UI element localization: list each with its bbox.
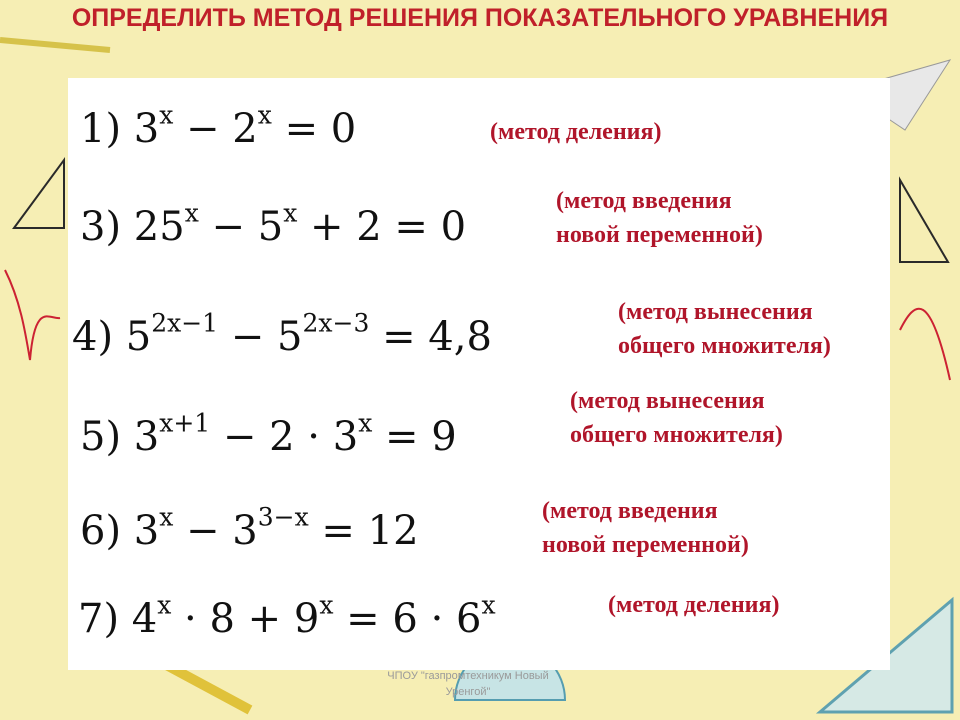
exponent: x <box>184 198 199 228</box>
page-title: ОПРЕДЕЛИТЬ МЕТОД РЕШЕНИЯ ПОКАЗАТЕЛЬНОГО УРАВНЕНИЯ <box>71 4 889 32</box>
equation-part: · 8 + 9 <box>171 596 320 642</box>
method-line: (метод деления) <box>608 592 780 618</box>
equation-part: = 9 <box>372 414 457 460</box>
equation-part: − 5 <box>198 204 284 250</box>
method-line: общего множителя) <box>618 333 831 359</box>
equation-number: 4) <box>72 314 126 360</box>
method-line: (метод вынесения <box>618 299 813 325</box>
exponent: x <box>481 590 496 620</box>
equation <box>72 308 492 362</box>
equation-part: − 5 <box>218 314 303 360</box>
exponent: x <box>319 590 334 620</box>
equation-part: 3 <box>133 508 160 554</box>
method-note <box>618 295 831 363</box>
exponent: 2x−1 <box>151 308 219 338</box>
equation-part: 4 <box>131 596 158 642</box>
method-note <box>608 588 779 622</box>
equation-part: = 6 · 6 <box>333 596 482 642</box>
exponent: x <box>358 408 373 438</box>
equation-part: 25 <box>133 204 185 250</box>
equation-number: 7) <box>78 596 132 642</box>
equation-part: 5 <box>125 314 152 360</box>
exponent: x <box>257 100 272 130</box>
equation <box>80 100 357 154</box>
method-line: общего множителя) <box>570 422 783 448</box>
equation <box>80 198 467 252</box>
method-line: новой переменной) <box>556 222 763 248</box>
equation-part: + 2 = 0 <box>297 204 467 250</box>
method-line: новой переменной) <box>542 532 749 558</box>
method-line: (метод введения <box>542 498 718 524</box>
exponent: x <box>159 100 174 130</box>
equation <box>78 590 496 644</box>
method-line: (метод введения <box>556 188 732 214</box>
equation-part: = 0 <box>271 106 357 152</box>
equation-part: 3 <box>133 106 160 152</box>
footer-text: ЧПОУ "газпромтехникум Новый Уренгой" <box>387 670 549 698</box>
equation-number: 3) <box>80 204 134 250</box>
method-note <box>542 494 749 562</box>
equation-part: − 3 <box>173 508 258 554</box>
equation-part: = 4,8 <box>369 314 492 360</box>
method-note <box>490 115 661 149</box>
method-note <box>556 184 763 252</box>
equation-number: 5) <box>80 414 134 460</box>
equation-number: 1) <box>80 106 134 152</box>
method-line: (метод вынесения <box>570 388 765 414</box>
content-board <box>68 78 890 670</box>
exponent: x+1 <box>159 408 211 438</box>
exponent: x <box>283 198 298 228</box>
method-line: (метод деления) <box>490 119 662 145</box>
equation-part: = 12 <box>308 508 419 554</box>
exponent: 2x−3 <box>302 308 370 338</box>
exponent: x <box>157 590 172 620</box>
equation-number: 6) <box>80 508 134 554</box>
method-note <box>570 384 783 452</box>
exponent: x <box>159 502 174 532</box>
equation <box>80 408 457 462</box>
equation-part: − 2 <box>173 106 258 152</box>
exponent: 3−x <box>257 502 309 532</box>
equation <box>80 502 419 556</box>
equation-part: − 2 · 3 <box>210 414 359 460</box>
equation-part: 3 <box>133 414 160 460</box>
